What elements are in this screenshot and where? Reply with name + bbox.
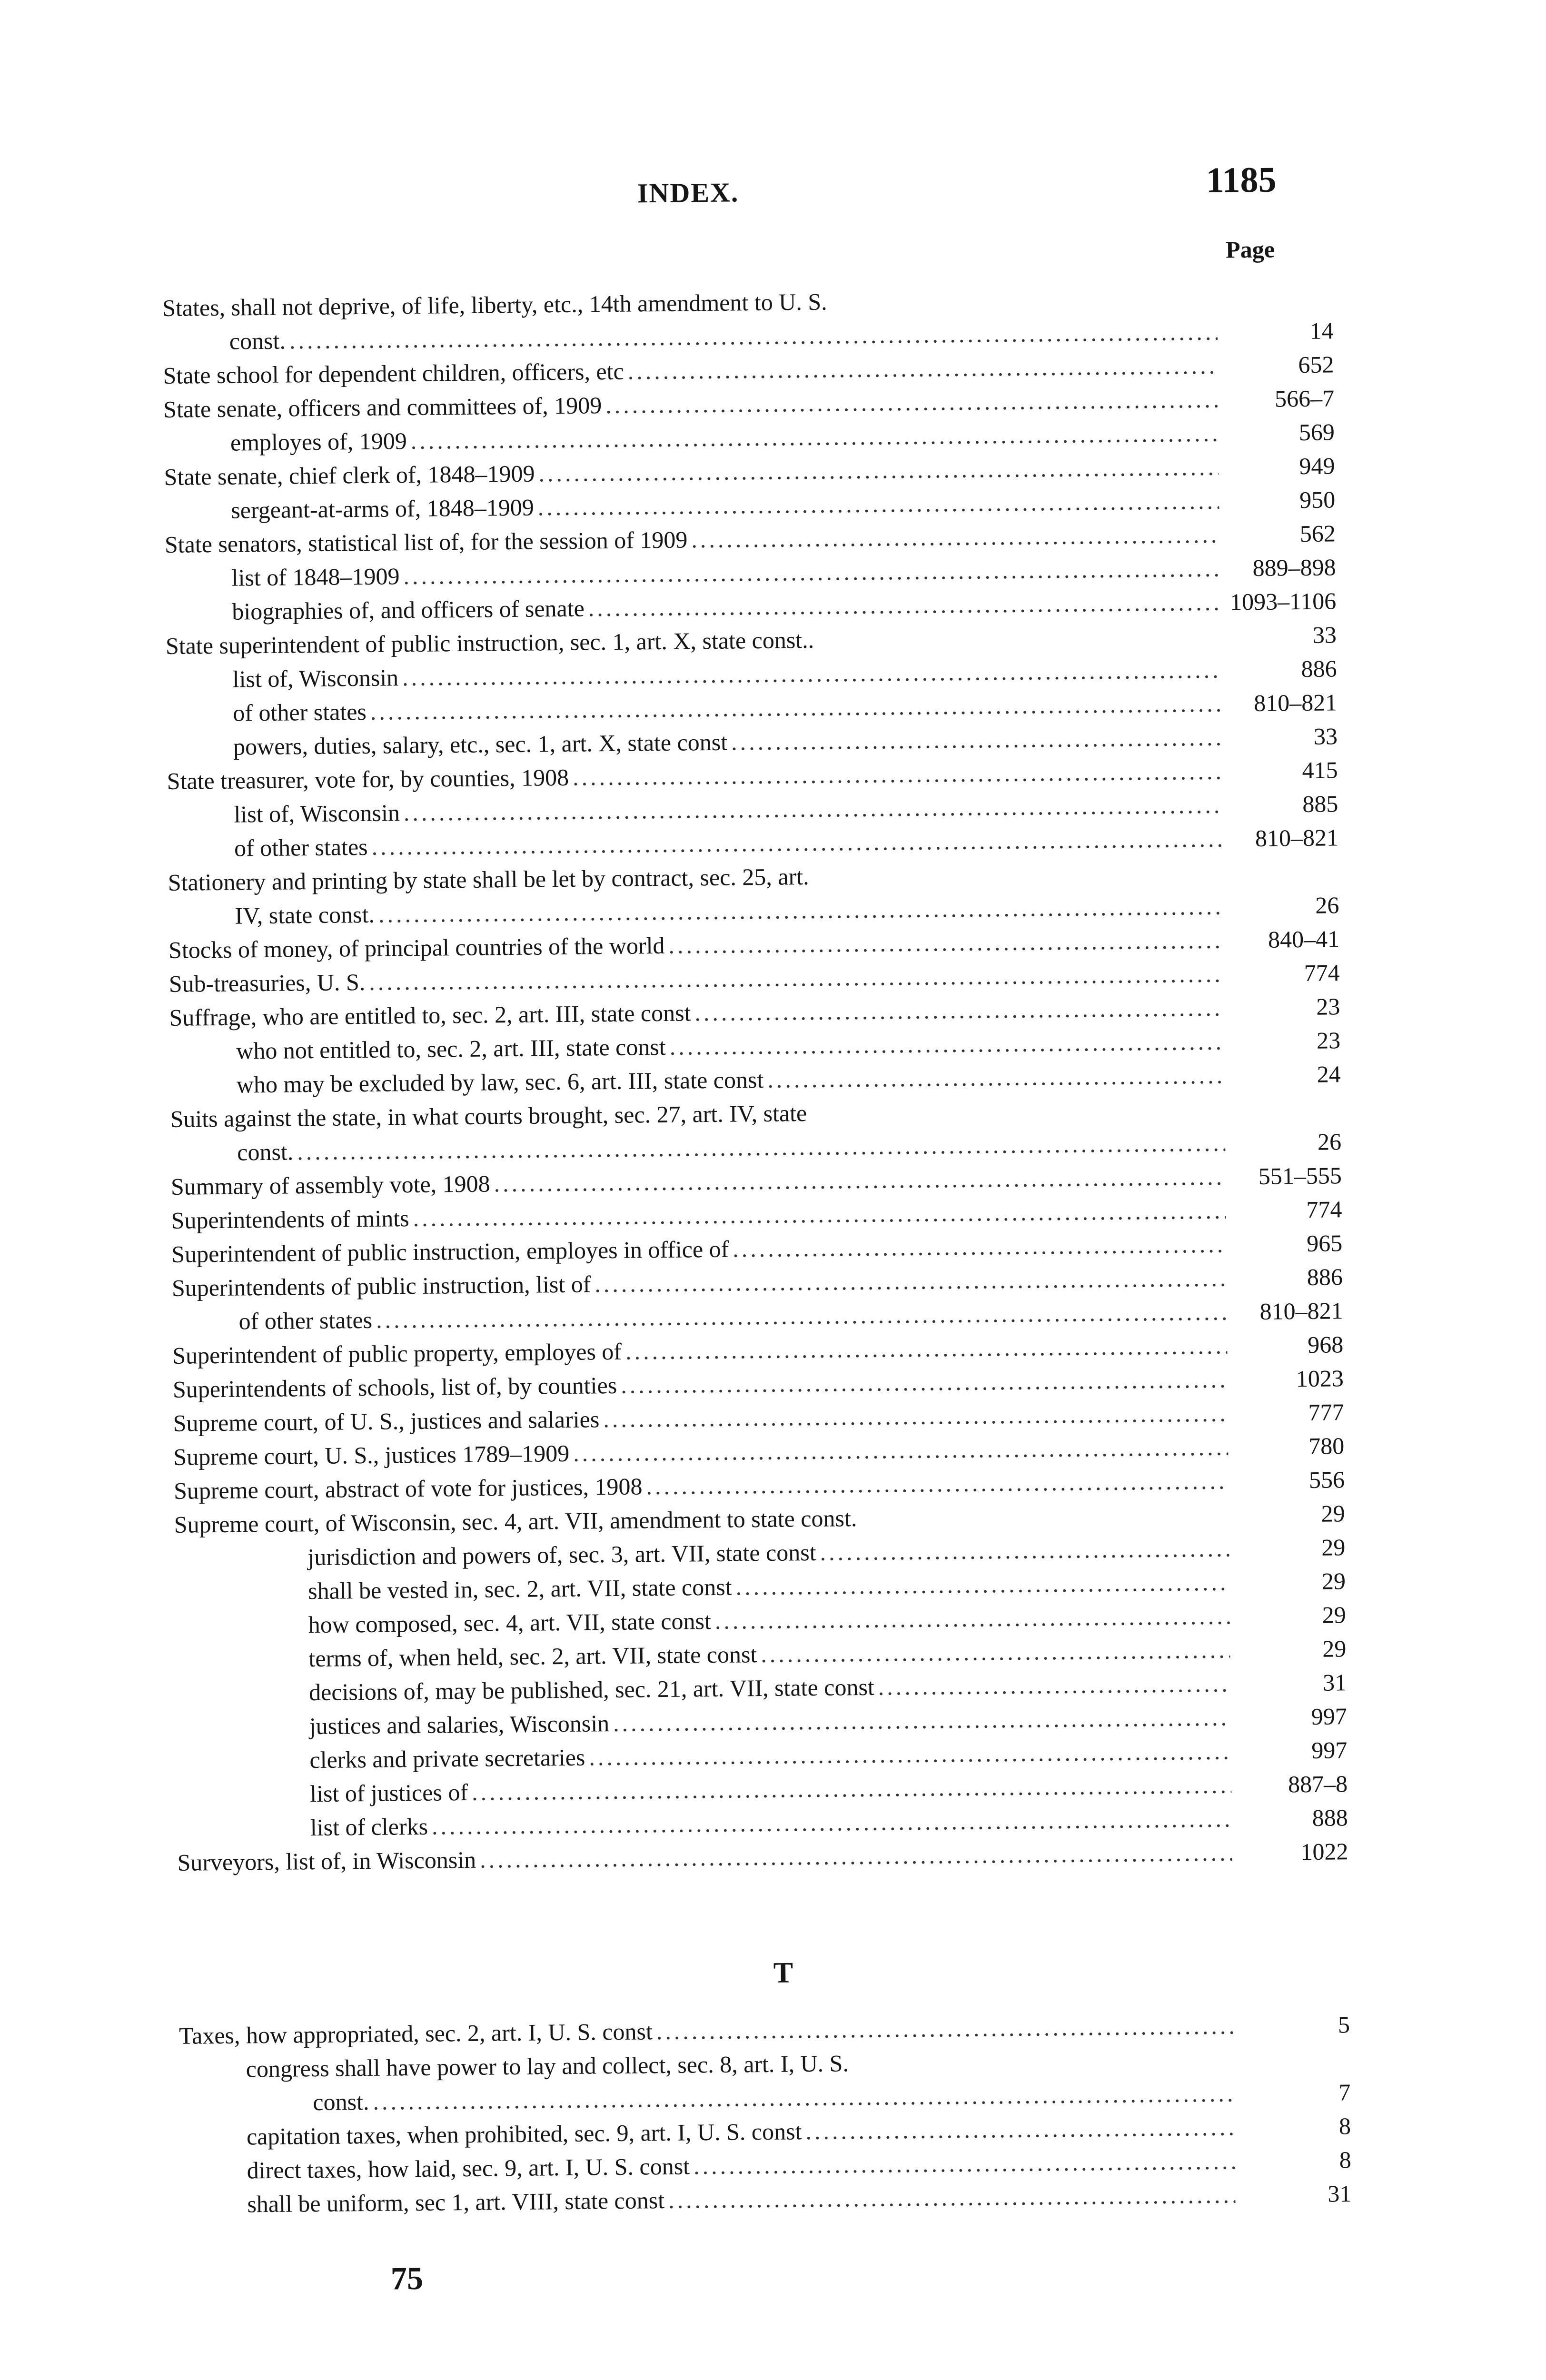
entry-text: justices and salaries, Wisconsin	[309, 1710, 610, 1740]
entry-page-ref: 551–555	[1258, 1162, 1342, 1190]
entry-page-ref: 29	[1321, 1567, 1346, 1595]
entry-text: const.	[229, 327, 286, 355]
entry-text: of other states	[238, 1306, 373, 1335]
entry-text: const.	[313, 2088, 369, 2116]
entry-text: Supreme court, of U. S., justices and salaries	[173, 1406, 600, 1437]
entry-text: State school for dependent children, officers, etc	[163, 357, 624, 389]
dot-leader	[589, 1735, 1231, 1775]
dot-leader	[820, 1532, 1229, 1569]
section-letter-t: T	[773, 1956, 793, 1989]
entry-text: State senate, chief clerk of, 1848–1909	[164, 460, 535, 490]
dot-leader	[668, 2178, 1236, 2217]
entry-page-ref: 997	[1311, 1703, 1347, 1730]
dot-leader	[767, 1059, 1225, 1097]
entry-page-ref: 652	[1298, 351, 1334, 378]
entry-page-ref: 889–898	[1252, 554, 1336, 582]
page-number: 1185	[1206, 159, 1277, 200]
entry-text: shall be vested in, sec. 2, art. VII, state const	[307, 1573, 732, 1605]
entry-text: Stocks of money, of principal countries of the world	[168, 932, 665, 963]
entry-text: Supreme court, abstract of vote for justices, 1908	[173, 1473, 643, 1504]
entry-text: capitation taxes, when prohibited, sec. 9, art. I, U. S. const	[246, 2118, 802, 2150]
entry-page-ref: 8	[1339, 2146, 1351, 2173]
entry-page-ref: 33	[1312, 621, 1337, 648]
entry-page-ref: 886	[1301, 655, 1337, 683]
dot-leader	[805, 2111, 1235, 2149]
entry-page-ref: 556	[1308, 1466, 1345, 1493]
dot-leader	[537, 484, 1219, 525]
dot-leader	[691, 518, 1219, 557]
entry-text: State senators, statistical list of, for the session of 1909	[164, 526, 688, 558]
entry-text: Superintendent of public instruction, employes in office of	[171, 1235, 729, 1268]
entry-page-ref: 810–821	[1259, 1297, 1343, 1325]
entry-text: Taxes, how appropriated, sec. 2, art. I, U. S. const	[178, 2018, 653, 2049]
entry-page-ref: 566–7	[1274, 385, 1335, 412]
entry-text: list of justices of	[309, 1778, 468, 1807]
entry-page-ref: 887–8	[1288, 1770, 1348, 1798]
entry-page-ref: 777	[1308, 1398, 1344, 1426]
entry-page-ref: 29	[1322, 1601, 1346, 1628]
entry-page-ref: 774	[1304, 959, 1340, 987]
entry-text: list of 1848–1909	[231, 563, 400, 591]
entry-page-ref: 31	[1328, 2180, 1352, 2207]
entry-page-ref: 26	[1317, 1128, 1342, 1155]
signature-number: 75	[390, 2260, 424, 2297]
entry-page-ref: 29	[1321, 1500, 1345, 1527]
dot-leader	[694, 2144, 1235, 2183]
entry-text: IV, state const.	[235, 901, 375, 929]
running-header-title: INDEX.	[637, 177, 739, 209]
entry-text: who may be excluded by law, sec. 6, art. III, state const	[236, 1066, 764, 1098]
entry-page-ref: 949	[1299, 452, 1335, 480]
entry-page-ref: 23	[1316, 1027, 1341, 1054]
entry-text: Supreme court, of Wisconsin, sec. 4, art. VII, amendment to state const.	[174, 1505, 857, 1538]
entry-page-ref: 26	[1315, 892, 1339, 919]
dot-leader	[731, 721, 1222, 759]
entry-text: Superintendents of public instruction, list of	[171, 1270, 591, 1301]
entry-page-ref: 888	[1312, 1804, 1348, 1831]
entry-text: Supreme court, U. S., justices 1789–1909	[173, 1439, 570, 1470]
entry-page-ref: 965	[1306, 1230, 1343, 1257]
entry-text: Suits against the state, in what courts brought, sec. 27, art. IV, state	[170, 1100, 807, 1132]
entry-page-ref: 33	[1313, 723, 1338, 750]
entry-page-ref: 1093–1106	[1229, 587, 1337, 615]
entry-text: list of, Wisconsin	[234, 799, 400, 828]
dot-leader	[625, 1329, 1228, 1368]
entry-text: terms of, when held, sec. 2, art. VII, state const	[308, 1641, 757, 1672]
entry-text: Superintendents of mints	[171, 1205, 409, 1234]
entry-page-ref: 1022	[1300, 1838, 1348, 1865]
dot-leader	[714, 1599, 1230, 1638]
page-column-label: Page	[1225, 236, 1275, 263]
entry-page-ref: 31	[1322, 1669, 1347, 1696]
entry-text: State senate, officers and committees of, 1909	[163, 392, 602, 423]
entry-page-ref: 569	[1298, 418, 1335, 446]
dot-leader	[621, 1363, 1228, 1402]
entry-page-ref: 23	[1316, 993, 1340, 1020]
entry-page-ref: 29	[1322, 1635, 1347, 1662]
dot-leader	[613, 1701, 1231, 1740]
entry-page-ref: 5	[1338, 2011, 1350, 2038]
entry-page-ref: 810–821	[1255, 824, 1339, 852]
entry-text: States, shall not deprive, of life, liberty, etc., 14th amendment to U. S.	[162, 288, 827, 321]
entry-page-ref: 415	[1302, 756, 1338, 784]
entry-text: Superintendents of schools, list of, by counties	[172, 1371, 617, 1403]
dot-leader	[538, 450, 1219, 491]
entry-page-ref: 562	[1299, 520, 1336, 547]
entry-page-ref: 8	[1338, 2112, 1351, 2140]
entry-text: sergeant-at-arms of, 1848–1909	[231, 494, 534, 524]
entry-text: Summary of assembly vote, 1908	[170, 1170, 490, 1200]
entry-text: of other states	[233, 698, 367, 726]
entry-page-ref: 14	[1309, 317, 1334, 344]
entry-text: biographies of, and officers of senate	[232, 595, 585, 625]
entry-text: clerks and private secretaries	[309, 1744, 585, 1774]
entry-text: decisions of, may be published, sec. 21, art. VII, state const	[308, 1673, 875, 1706]
entry-page-ref: 885	[1302, 790, 1338, 818]
entry-text: State superintendent of public instruction, sec. 1, art. X, state const..	[165, 626, 814, 659]
entry-text: of other states	[234, 833, 368, 862]
entry-page-ref: 774	[1306, 1196, 1342, 1223]
dot-leader	[656, 2009, 1234, 2049]
dot-leader	[573, 754, 1222, 794]
entry-page-ref: 997	[1311, 1736, 1348, 1764]
entry-text: how composed, sec. 4, art. VII, state const	[308, 1607, 712, 1638]
dot-leader	[646, 1464, 1229, 1504]
entry-text: const.	[237, 1138, 294, 1166]
dot-leader	[605, 383, 1219, 422]
entry-page-ref: 29	[1321, 1534, 1346, 1561]
entry-page-ref: 810–821	[1253, 689, 1338, 717]
dot-leader	[588, 585, 1220, 625]
index-entries-s	[162, 280, 1348, 1879]
entry-page-ref: 1023	[1296, 1365, 1344, 1392]
entry-text: who not entitled to, sec. 2, art. III, state const	[236, 1033, 666, 1064]
dot-leader	[669, 1025, 1224, 1064]
dot-leader	[694, 991, 1224, 1030]
entry-text: direct taxes, how laid, sec. 9, art. I, U. S. const	[247, 2152, 690, 2184]
dot-leader	[595, 1261, 1227, 1301]
entry-page-ref: 840–41	[1268, 925, 1340, 953]
dot-leader	[627, 349, 1218, 388]
entry-text: Sub-treasuries, U. S.	[168, 968, 366, 997]
entry-text: powers, duties, salary, etc., sec. 1, art. X, state const	[233, 728, 728, 760]
entry-text: Superintendent of public property, employes of	[172, 1338, 622, 1369]
entry-text: employes of, 1909	[230, 427, 407, 456]
dot-leader	[668, 923, 1223, 962]
entry-page-ref: 950	[1299, 486, 1336, 514]
dot-leader	[735, 1566, 1229, 1604]
entry-page-ref: 780	[1308, 1432, 1345, 1459]
index-entries-t	[179, 2008, 1352, 2222]
dot-leader	[480, 1836, 1232, 1877]
dot-leader	[761, 1633, 1230, 1671]
entry-text: Suffrage, who are entitled to, sec. 2, art. III, state const	[169, 999, 691, 1031]
entry-page-ref: 24	[1317, 1061, 1341, 1088]
dot-leader	[573, 1430, 1229, 1470]
entry-text: jurisdiction and powers of, sec. 3, art. VII, state const	[307, 1538, 816, 1571]
entry-text: list of clerks	[310, 1813, 428, 1841]
entry-text: congress shall have power to lay and collect, sec. 8, art. I, U. S.	[246, 2050, 849, 2082]
dot-leader	[603, 1397, 1228, 1437]
dot-leader	[733, 1228, 1227, 1266]
entry-text: list of, Wisconsin	[232, 664, 399, 693]
dot-leader	[878, 1667, 1230, 1704]
entry-page-ref: 7	[1338, 2079, 1351, 2106]
entry-page-ref: 886	[1307, 1263, 1343, 1291]
entry-page-ref: 968	[1307, 1331, 1344, 1358]
entry-text: Stationery and printing by state shall be let by contract, sec. 25, art.	[168, 863, 809, 896]
entry-text: Surveyors, list of, in Wisconsin	[177, 1846, 476, 1876]
entry-text: State treasurer, vote for, by counties, 1908	[167, 764, 569, 794]
entry-text: shall be uniform, sec 1, art. VIII, state const	[247, 2187, 665, 2218]
